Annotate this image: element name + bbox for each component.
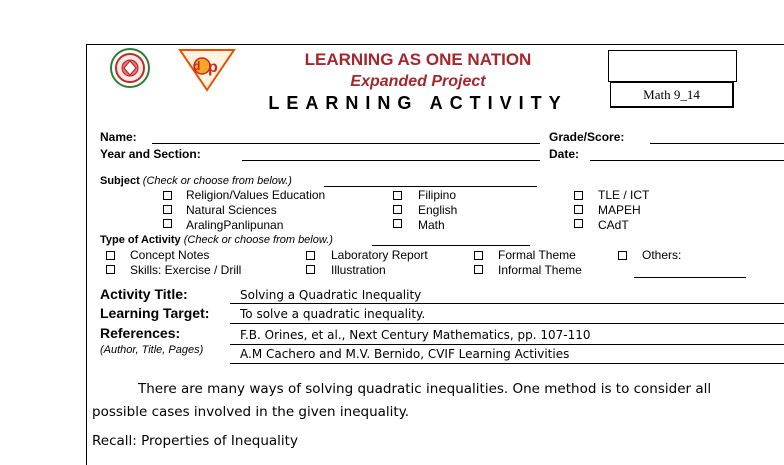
references-label: References: (100, 325, 181, 341)
activity-type-field[interactable] (372, 245, 530, 246)
activity-checkbox-formal[interactable] (474, 251, 483, 260)
svg-text:d: d (193, 59, 201, 73)
grade-score-field[interactable] (650, 143, 784, 144)
subject-checkbox-cadt[interactable] (574, 219, 583, 228)
activity-type-heading (100, 234, 333, 246)
activity-title-label: Activity Title: (100, 286, 188, 302)
subject-checkbox-religion[interactable] (163, 191, 172, 200)
activity-title-value: Solving a Quadratic Inequality (240, 288, 422, 302)
subject-ap: AralingPanlipunan (186, 218, 284, 232)
header-line3: LEARNING ACTIVITY (268, 93, 568, 113)
activity-checkbox-lab[interactable] (306, 251, 315, 260)
subject-filipino: Filipino (418, 188, 457, 202)
header-line2: Expanded Project (350, 73, 486, 90)
grade-score-label: Grade/Score: (549, 130, 625, 144)
subject-hint: (Check or choose from below.) (142, 175, 292, 187)
activity-checkbox-concept[interactable] (106, 251, 115, 260)
subject-label: Subject (100, 175, 140, 187)
subject-science: Natural Sciences (186, 203, 277, 217)
learning-target-label: Learning Target: (100, 305, 210, 321)
reference-1: F.B. Orines, et al., Next Century Mathematics, pp. 107-110 (240, 328, 591, 342)
activity-checkbox-informal[interactable] (474, 265, 483, 274)
subject-field[interactable] (324, 186, 537, 187)
learning-target-field[interactable] (230, 323, 784, 324)
reference-2: A.M Cachero and M.V. Bernido, CVIF Learning Activities (240, 347, 570, 361)
subject-checkbox-tle[interactable] (574, 191, 583, 200)
header-line1: LEARNING AS ONE NATION (304, 50, 532, 69)
activity-code (610, 82, 734, 108)
next-heading: Recall: Properties of Inequality (92, 433, 298, 449)
subject-english: English (418, 203, 458, 217)
school-seal-logo (110, 48, 150, 88)
cvif-dlp-logo (178, 44, 236, 92)
blank-box (608, 50, 737, 82)
subject-checkbox-science[interactable] (163, 205, 172, 214)
subject-tle: TLE / ICT (598, 188, 650, 202)
activity-formal: Formal Theme (498, 248, 576, 262)
year-section-label: Year and Section: (100, 147, 201, 161)
subject-mapeh: MAPEH (598, 203, 641, 217)
activity-informal: Informal Theme (498, 263, 582, 277)
date-label: Date: (549, 147, 580, 161)
date-field[interactable] (590, 160, 784, 161)
activity-others: Others: (642, 248, 682, 262)
svg-text:p: p (208, 59, 218, 76)
reference-1-field[interactable] (230, 344, 784, 345)
reference-2-field[interactable] (230, 363, 784, 364)
learning-target-value: To solve a quadratic inequality. (240, 307, 426, 321)
subject-cadt: CAdT (598, 218, 629, 232)
activity-type-hint: (Check or choose from below.) (183, 234, 333, 246)
subject-heading (100, 175, 292, 187)
activity-type-label: Type of Activity (100, 234, 181, 246)
subject-checkbox-math[interactable] (393, 219, 402, 228)
subject-religion: Religion/Values Education (186, 188, 326, 202)
activity-lab: Laboratory Report (331, 248, 428, 262)
subject-math: Math (418, 218, 445, 232)
activity-code-text: Math 9_14 (643, 87, 700, 102)
activity-checkbox-others[interactable] (618, 251, 627, 260)
activity-others-field[interactable] (634, 277, 746, 278)
intro-paragraph: There are many ways of solving quadratic inequalities. One method is to consider all possible cases involved in the given inequality. (92, 381, 712, 420)
year-section-field[interactable] (242, 160, 540, 161)
activity-checkbox-skills[interactable] (106, 265, 115, 274)
subject-checkbox-mapeh[interactable] (574, 205, 583, 214)
activity-concept: Concept Notes (130, 248, 210, 262)
activity-title-field[interactable] (230, 303, 784, 304)
subject-checkbox-english[interactable] (393, 205, 402, 214)
name-label: Name: (100, 130, 137, 144)
name-field[interactable] (152, 143, 540, 144)
activity-illustration: Illustration (331, 263, 386, 277)
subject-checkbox-filipino[interactable] (393, 191, 402, 200)
activity-skills: Skills: Exercise / Drill (130, 263, 242, 277)
activity-checkbox-illustration[interactable] (306, 265, 315, 274)
references-hint: (Author, Title, Pages) (100, 344, 204, 356)
subject-checkbox-ap[interactable] (163, 219, 172, 228)
